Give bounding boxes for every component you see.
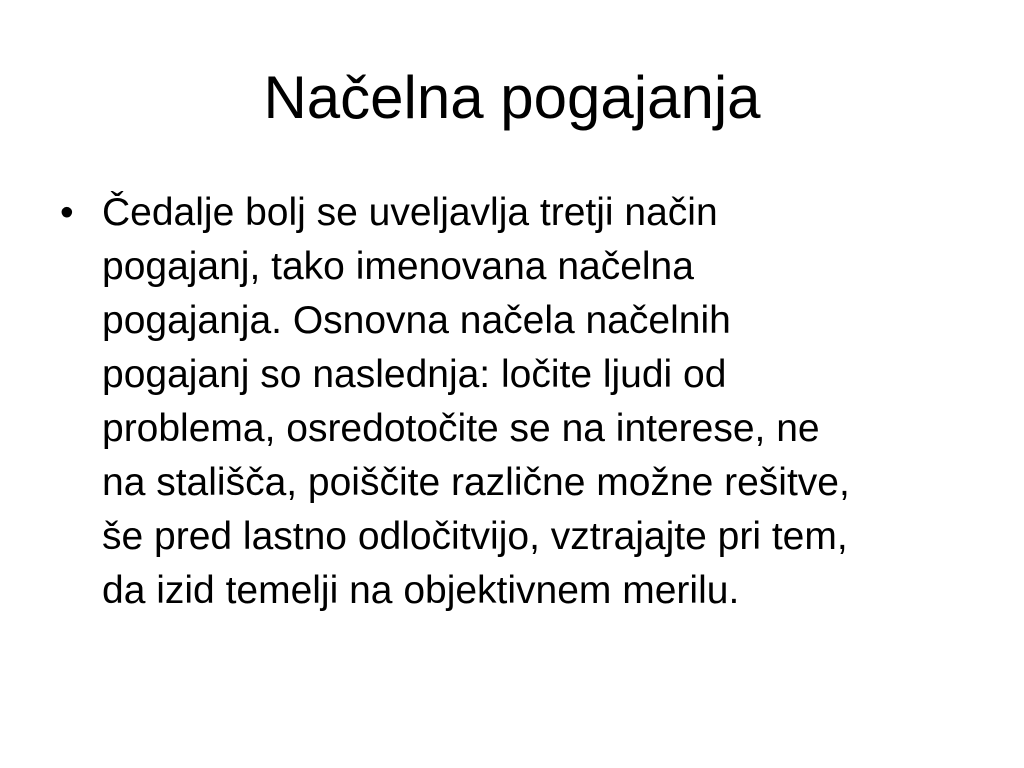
bullet-marker: • xyxy=(60,191,74,234)
bullet-line: na stališča, poiščite različne možne rešitve, xyxy=(102,461,850,504)
bullet-line: pogajanj, tako imenovana načelna xyxy=(102,245,694,288)
slide-title: Načelna pogajanja xyxy=(263,64,761,131)
bullet-text xyxy=(102,186,990,618)
bullet-line: še pred lastno odločitvijo, vztrajajte pri tem, xyxy=(102,515,848,558)
bullet-item xyxy=(60,186,990,618)
bullet-list xyxy=(60,186,990,618)
bullet-line: pogajanj so naslednja: ločite ljudi od xyxy=(102,353,727,396)
bullet-line: pogajanja. Osnovna načela načelnih xyxy=(102,299,731,342)
bullet-line: problema, osredotočite se na interese, ne xyxy=(102,407,820,450)
bullet-line: da izid temelji na objektivnem merilu. xyxy=(102,569,740,612)
bullet-line: Čedalje bolj se uveljavlja tretji način xyxy=(102,191,718,234)
